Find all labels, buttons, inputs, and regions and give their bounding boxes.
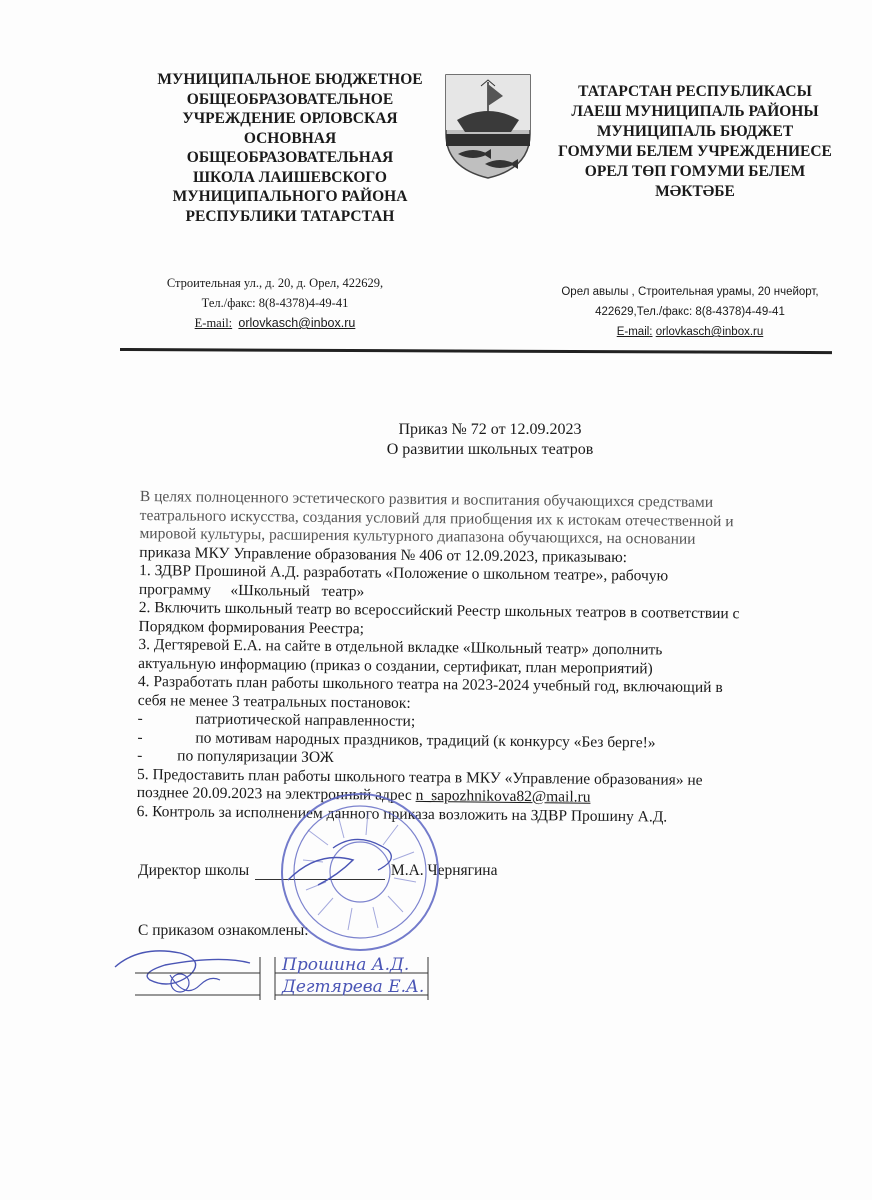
header-left-line: РЕСПУБЛИКИ ТАТАРСТАН [185,207,395,225]
header-right-line: МУНИЦИПАЛЬ БЮДЖЕТ [596,123,794,140]
email-link[interactable]: orlovkasch@inbox.ru [238,316,356,330]
body-line: 3. Дегтяревой Е.А. на сайте в отдельной вкладке «Школьный театр» дополнить [138,635,663,659]
header-left-line: ШКОЛА ЛАИШЕВСКОГО [193,168,387,186]
header-left-org-name [135,70,445,226]
header-right-line: ТАТАРСТАН РЕСПУБЛИКАСЫ [578,83,812,100]
body-line: 4. Разработать план работы школьного театра на 2023-2024 учебный год, включающий в [137,672,723,697]
email-label: E-mail: [194,316,233,330]
address-line: Строительная ул., д. 20, д. Орел, 422629, [166,276,384,290]
acknowledgement-text: С приказом ознакомлены: [138,922,309,939]
header-left-line: УЧРЕЖДЕНИЕ ОРЛОВСКАЯ [182,110,398,127]
body-line: 1. ЗДВР Прошиной А.Д. разработать «Положение о школьном театре», рабочую [139,561,669,585]
address-right [540,282,840,342]
body-line: себя не менее 3 театральных постановок: [137,691,411,712]
header-left-line: ОБЩЕОБРАЗОВАТЕЛЬНАЯ [186,149,394,166]
order-heading [300,420,680,460]
body-line: Порядком формирования Реестра; [138,617,365,637]
coat-of-arms-icon [443,72,533,180]
bullet-marker: - [137,709,143,728]
bullet-text: патриотической направленности; [195,710,416,730]
body-line: театрального искусства, создания условий для приобщения их к истокам отечественной и [139,506,734,530]
address-left [130,273,420,333]
signature-role: Директор школы [138,862,250,879]
body-line: 2. Включить школьный театр во всероссийский Реестр школьных театров в соответствии с [138,598,740,623]
header-right-line: ОРЕЛ ТӨП ГОМУМИ БЕЛЕМ [584,163,806,180]
header-left-line: МУНИЦИПАЛЬНОЕ БЮДЖЕТНОЕ [157,71,423,88]
acknowledgement-signature-2: Дегтярева Е.А. [282,977,425,997]
header-left-line: ОБЩЕОБРАЗОВАТЕЛЬНОЕ [186,90,394,108]
bullet-marker: - [137,728,143,746]
order-title: Приказ № 72 от 12.09.2023 [398,421,582,438]
header-right-line: ЛАЕШ МУНИЦИПАЛЬ РАЙОНЫ [571,103,819,120]
bullet-text: по популяризации ЗОЖ [177,747,334,767]
header-right-line: МӘКТӘБЕ [655,183,735,200]
body-line: актуальную информацию (приказ о создании, сертификат, план мероприятий) [138,654,653,677]
header-right-line: ГОМУМИ БЕЛЕМ УЧРЕЖДЕНИЕСЕ [558,143,832,160]
header-divider [120,348,832,354]
order-subject: О развитии школьных театров [386,441,594,458]
acknowledgement-signature-1: Прошина А.Д. [282,955,410,975]
phone-line: Тел./факс: 8(8-4378)4-49-41 [201,296,349,310]
body-line: программу «Школьный театр» [138,580,365,600]
email-link[interactable]: orlovkasch@inbox.ru [655,326,764,338]
signature-name: М.А. Чернягина [390,862,498,879]
header-right-org-name [530,82,860,202]
body-line: 5. Предоставить план работы школьного театра в МКУ «Управление образования» не [136,765,703,789]
body-line: приказа МКУ Управление образования № 406 от 12.09.2023, приказываю: [139,543,628,566]
header-left-line: МУНИЦИПАЛЬНОГО РАЙОНА [172,188,408,205]
bullet-marker: - [137,746,143,765]
phone-line: 422629,Тел./факс: 8(8-4378)4-49-41 [595,306,785,318]
order-body [137,488,800,828]
body-line: мировой культуры, расширения культурного диапазона обучающихся, на основании [139,524,696,548]
acknowledgement-signatures [110,945,440,1005]
email-label: E-mail: [616,326,653,338]
body-line: 6. Контроль за исполнением данного приказа возложить на ЗДВР Прошину А.Д. [136,802,668,826]
seal-stamp-icon [278,790,443,955]
bullet-text: по мотивам народных праздников, традиций (к конкурсу «Без берге!» [195,729,656,751]
body-text: позднее 20.09.2023 на электронный адрес [136,783,416,804]
body-line: В целях полноценного эстетического развития и воспитания обучающихся средствами [139,488,714,512]
address-line: Орел авылы , Строительная урамы, 20 нчейорт, [561,286,819,298]
header-left-line: ОСНОВНАЯ [243,129,337,147]
email-link[interactable]: n_sapozhnikova82@mail.ru [415,786,591,806]
